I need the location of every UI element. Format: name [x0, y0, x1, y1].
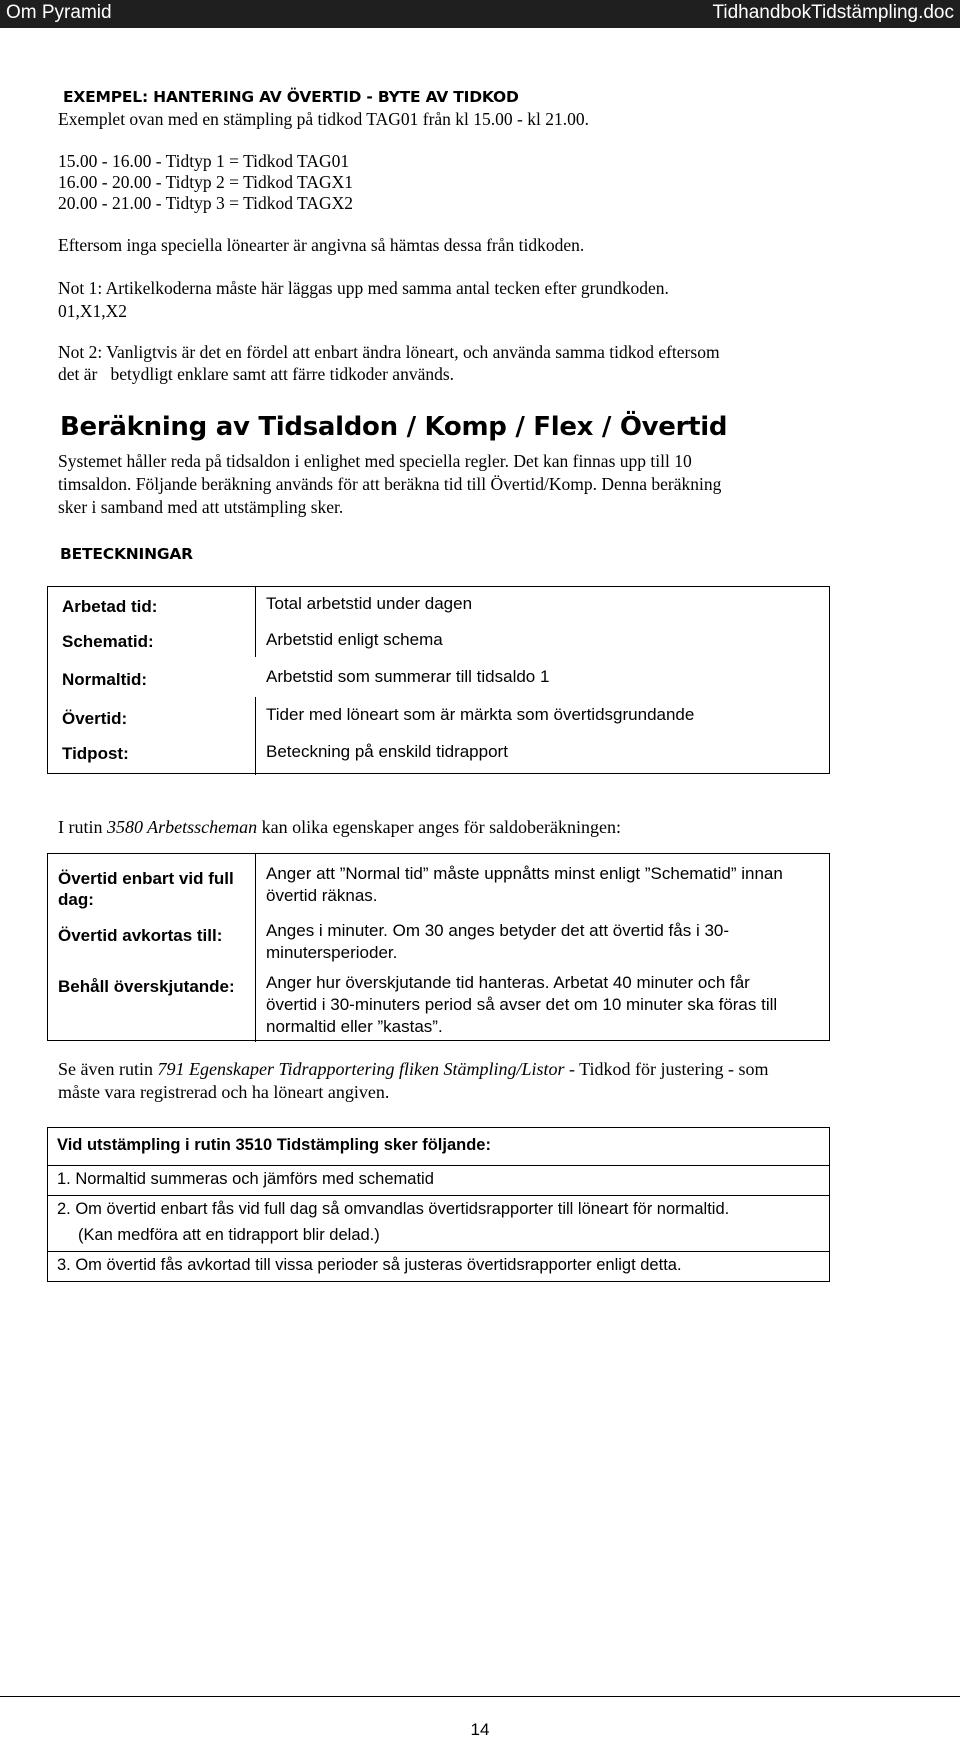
header-filename: TidhandbokTidstämpling.doc: [712, 2, 954, 23]
header-title: Om Pyramid: [6, 2, 112, 23]
note-1-text: Artikelkoderna måste här läggas upp med samma antal tecken efter grundkoden.: [102, 278, 669, 298]
example-heading: EXEMPEL: HANTERING AV ÖVERTID - BYTE AV TIDKOD: [63, 88, 519, 106]
properties-table: [47, 853, 830, 1041]
note-1: [58, 276, 669, 300]
see-also-link: 791 Egenskaper Tidrapportering fliken Stämpling/Listor: [157, 1059, 565, 1079]
prop-label-full-dag: [58, 868, 234, 910]
def-value-normaltid: Arbetstid som summerar till tidsaldo 1: [266, 667, 550, 686]
steps-header: Vid utstämpling i rutin 3510 Tidstämpling sker följande:: [57, 1136, 491, 1154]
page-number: 14: [470, 1720, 490, 1739]
def-value-schematid: Arbetstid enligt schema: [266, 630, 443, 649]
prop-value-overskjutande-line-2: övertid i 30-minuters period så avser det om 10 minuter ska föras till: [266, 995, 778, 1014]
prop-label-full-dag-line-1: Övertid enbart vid full: [58, 869, 234, 888]
note-1-label: Not 1:: [58, 278, 103, 298]
rutin-3580-post: kan olika egenskaper anges för saldoberäkningen:: [257, 817, 622, 837]
def-label-normaltid: Normaltid:: [62, 670, 147, 689]
example-since: Eftersom inga speciella lönearter är angivna så hämtas dessa från tidkoden.: [58, 235, 585, 255]
definitions-table: [47, 586, 830, 774]
def-label-schematid: Schematid:: [62, 632, 154, 651]
prop-value-full-dag: [266, 863, 783, 907]
steps-table: [47, 1127, 830, 1282]
step-2-note: (Kan medföra att en tidrapport blir delad.): [78, 1226, 380, 1244]
prop-label-overskjutande: Behåll överskjutande:: [58, 977, 235, 996]
section-title: Beräkning av Tidsaldon / Komp / Flex / Övertid: [60, 412, 728, 442]
note-2: [58, 340, 720, 364]
document-header: [0, 0, 960, 28]
note-2-label: Not 2:: [58, 342, 103, 362]
rutin-3580-text: [58, 814, 621, 840]
def-label-arbetad: Arbetad tid:: [62, 597, 158, 616]
footer-divider: [0, 1696, 960, 1697]
prop-label-avkortas: Övertid avkortas till:: [58, 926, 223, 945]
see-also-line-2: måste vara registrerad och ha löneart angiven.: [58, 1082, 390, 1102]
def-label-tidpost: Tidpost:: [62, 744, 129, 763]
prop-value-overskjutande: [266, 972, 777, 1038]
see-also-pre: Se även rutin: [58, 1059, 158, 1079]
prop-label-full-dag-line-2: dag:: [58, 890, 94, 909]
example-intro: Exemplet ovan med en stämpling på tidkod TAG01 från kl 15.00 - kl 21.00.: [58, 109, 589, 129]
def-label-overtid: Övertid:: [62, 709, 128, 728]
note-1-codes: 01,X1,X2: [58, 301, 128, 321]
prop-value-avkortas-line-2: minutersperioder.: [266, 943, 398, 962]
rutin-3580-pre: I rutin: [58, 817, 107, 837]
example-line-2: 16.00 - 20.00 - Tidtyp 2 = Tidkod TAGX1: [58, 172, 354, 192]
prop-value-overskjutande-line-1: Anger hur överskjutande tid hanteras. Arbetat 40 minuter och får: [266, 973, 750, 992]
step-2: 2. Om övertid enbart fås vid full dag så omvandlas övertidsrapporter till löneart för normaltid.: [57, 1200, 730, 1218]
def-value-overtid: Tider med löneart som är märkta som övertidsgrundande: [266, 705, 695, 724]
see-also-post: - Tidkod för justering - som: [564, 1059, 769, 1079]
prop-value-full-dag-line-2: övertid räknas.: [266, 886, 378, 905]
prop-value-avkortas-line-1: Anges i minuter. Om 30 anges betyder det att övertid fås i 30-: [266, 921, 730, 940]
example-line-3: 20.00 - 21.00 - Tidtyp 3 = Tidkod TAGX2: [58, 193, 354, 213]
def-value-tidpost: Beteckning på enskild tidrapport: [266, 742, 508, 761]
def-value-arbetad: Total arbetstid under dagen: [266, 594, 473, 613]
section-para-3: sker i samband med att utstämpling sker.: [58, 497, 344, 517]
prop-value-avkortas: [266, 920, 729, 964]
section-para-1: Systemet håller reda på tidsaldon i enlighet med speciella regler. Det kan finnas upp till 10: [58, 451, 692, 471]
section-para-2: timsaldon. Följande beräkning används för att beräkna tid till Övertid/Komp. Denna beräkning: [58, 474, 722, 494]
prop-value-full-dag-line-1: Anger att ”Normal tid” måste uppnåtts minst enligt ”Schematid” innan: [266, 864, 783, 883]
note-2-line-1: Vanligtvis är det en fördel att enbart ändra löneart, och använda samma tidkod eftersom: [102, 342, 720, 362]
note-2-line-2: det är betydligt enklare samt att färre tidkoder används.: [58, 364, 455, 384]
beteckningar-heading: BETECKNINGAR: [60, 545, 193, 563]
step-1: 1. Normaltid summeras och jämförs med schematid: [57, 1170, 434, 1188]
step-3: 3. Om övertid fås avkortad till vissa perioder så justeras övertidsrapporter enligt detta.: [57, 1256, 682, 1274]
example-line-1: 15.00 - 16.00 - Tidtyp 1 = Tidkod TAG01: [58, 151, 350, 171]
rutin-3580-link: 3580 Arbetsscheman: [107, 817, 258, 837]
prop-value-overskjutande-line-3: normaltid eller ”kastas”.: [266, 1017, 443, 1036]
